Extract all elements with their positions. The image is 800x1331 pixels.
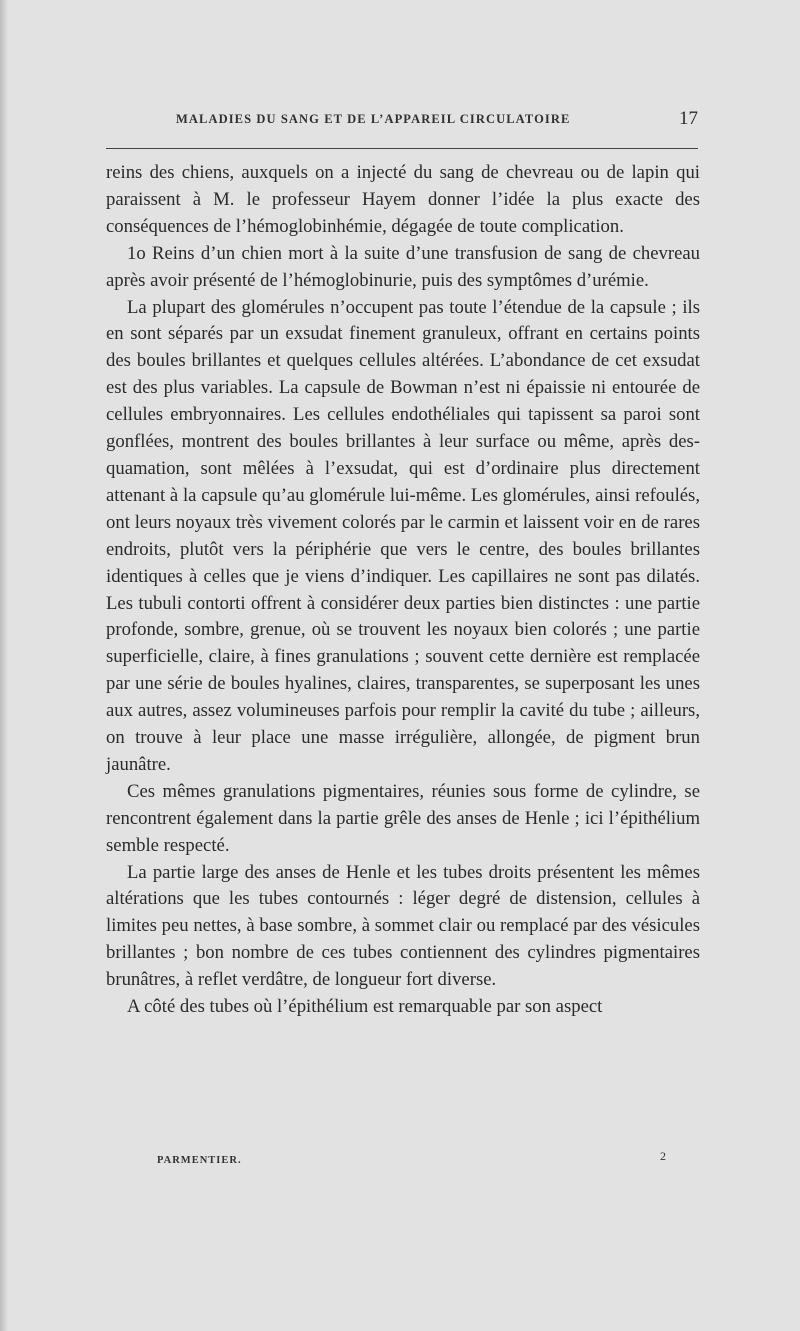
running-title: MALADIES DU SANG ET DE L’APPAREIL CIRCULATOIRE bbox=[176, 112, 571, 126]
page-number: 17 bbox=[679, 108, 698, 129]
paragraph-pigment: Ces mêmes granulations pigmentaires, réunies sous forme de cylindre, se rencontrent également dans la partie grêle des anses de Henle ; ici l’épithélium semble respecté. bbox=[106, 780, 700, 856]
running-head bbox=[106, 108, 698, 134]
page-binding-shadow bbox=[0, 0, 8, 1331]
body-text bbox=[106, 160, 700, 1021]
paragraph-tubes: A côté des tubes où l’épithélium est remarquable par son aspect bbox=[127, 996, 603, 1018]
paragraph-continuation: reins des chiens, auxquels on a injecté du sang de chevreau ou de lapin qui paraissent à M. le professeur Hayem donner l’idée la plus exacte des conséquences de l’hémoglobinhémie, dégagée de toute complication. bbox=[106, 162, 700, 237]
paragraph-glomerules: La plupart des glomérules n’occupent pas toute l’étendue de la capsule ; ils en sont séparés par un exsudat finement granuleux, offrant en certains points des boules brillantes et quelques cellules altérées. L’abondance de cet exsudat est des plus variables. La capsule de Bowman n’est ni épaissie ni entourée de cellules embryonnaires. Les cellules endothéliales qui tapissent sa paroi sont gonflées, montrent des boules brillantes à leur surface ou même, après desquamation, sont mêlées à l’exsudat, qui est d’ordinaire plus directement attenant à la capsule qu’au glomérule lui-même. Les glomérules, ainsi refoulés, ont leurs noyaux très vivement colorés par le carmin et laissent voir en de rares endroits, plutôt vers la périphérie que vers le centre, des boules brillantes identiques à celles que je viens d’indiquer. Les capillaires ne sont pas dilatés. Les tubuli contorti offrent à considérer deux parties bien distinctes : une partie profonde, sombre, grenue, où se trouvent les noyaux bien colorés ; une partie superficielle, claire, à fines granulations ; souvent cette dernière est remplacée par une série de boules hyalines, claires, transparentes, se superposant les unes aux autres, assez volumineuses parfois pour remplir la cavité du tube ; ailleurs, on trouve à leur place une masse irrégulière, allongée, de pigment brun jaunâtre. bbox=[106, 296, 700, 775]
sheet-number: 2 bbox=[660, 1149, 666, 1163]
paragraph-observation-heading: 1o Reins d’un chien mort à la suite d’une transfusion de sang de chevreau après avoir présenté de l’hémoglobinurie, puis des symptômes d’urémie. bbox=[106, 242, 700, 291]
header-rule bbox=[106, 148, 698, 149]
printer-signature: PARMENTIER. bbox=[157, 1155, 242, 1166]
paragraph-henle: La partie large des anses de Henle et les tubes droits présentent les mêmes altérations que les tubes contournés : léger degré de distension, cellules à limites peu nettes, à base sombre, à sommet clair ou remplacé par des vésicules brillantes ; bon nombre de ces tubes contiennent des cylindres pigmentaires brunâtres, à reflet verdâtre, de longueur fort diverse. bbox=[106, 861, 700, 991]
